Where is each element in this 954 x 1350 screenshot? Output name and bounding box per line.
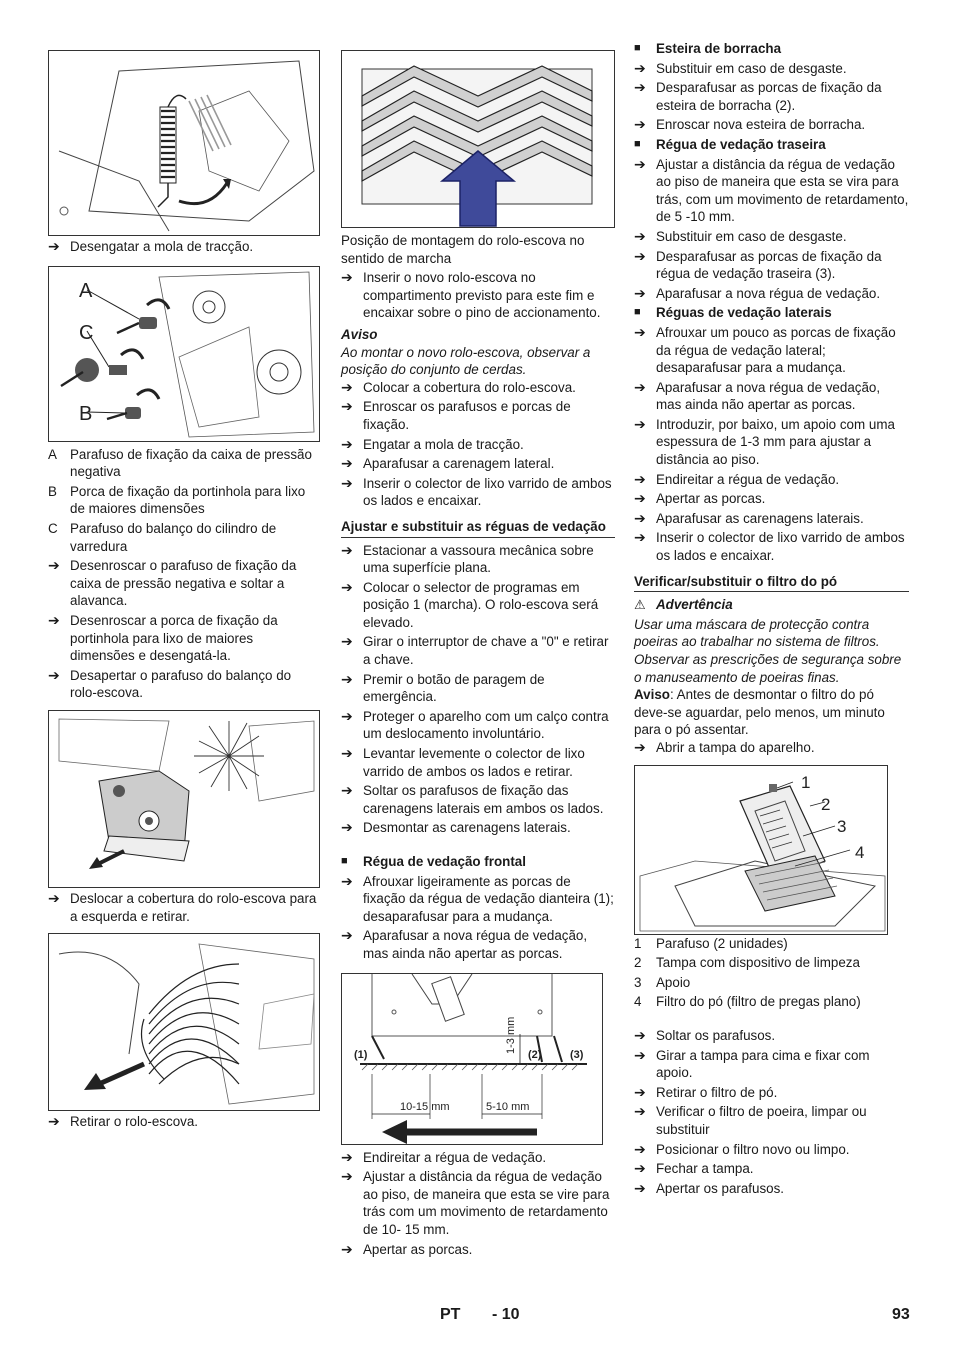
step-item: ➔ Fechar a tampa.	[634, 1160, 754, 1177]
arrow-right-icon: ➔	[48, 611, 60, 628]
arrow-right-icon: ➔	[634, 1026, 646, 1043]
arrow-right-icon: ➔	[634, 470, 646, 487]
step-item: ➔ Desmontar as carenagens laterais.	[341, 819, 571, 836]
label-4: 4	[855, 842, 865, 862]
arrow-right-icon: ➔	[634, 116, 646, 133]
arrow-right-icon: ➔	[341, 578, 353, 595]
arrow-right-icon: ➔	[634, 59, 646, 76]
column-middle	[341, 40, 615, 1260]
arrow-right-icon: ➔	[341, 633, 353, 650]
step-item: ➔ Apertar os parafusos.	[634, 1179, 785, 1196]
warning-heading: ⚠ Advertência	[634, 597, 733, 613]
figure-caption: Posição de montagem do rolo-escova no sentido de marcha	[341, 233, 585, 266]
step-item: ➔ Endireitar a régua de vedação.	[341, 1148, 547, 1165]
arrow-right-icon: ➔	[341, 378, 353, 395]
arrow-right-icon: ➔	[634, 415, 646, 432]
arrow-right-icon: ➔	[634, 490, 646, 507]
footer-language: PT	[440, 1306, 461, 1323]
step-item: ➔ Engatar a mola de tracção.	[341, 435, 524, 452]
step-item: ➔ Desapertar o parafuso do balanço do rolo-escova.	[48, 666, 292, 701]
arrow-right-icon: ➔	[48, 238, 60, 254]
step-item: ➔ Substituir em caso de desgaste.	[634, 59, 847, 76]
arrow-right-icon: ➔	[634, 227, 646, 244]
figure-filter	[634, 765, 888, 935]
arrow-right-icon: ➔	[341, 541, 353, 558]
subsection-rubber: ■ Esteira de borracha	[634, 41, 782, 56]
arrow-right-icon: ➔	[634, 529, 646, 546]
square-bullet-icon: ■	[634, 137, 641, 150]
step-open-lid: ➔ Abrir a tampa do aparelho.	[634, 738, 815, 755]
figure-seal-gap	[341, 973, 603, 1145]
footer-page-number: 93	[892, 1306, 910, 1323]
arrow-right-icon: ➔	[341, 1148, 353, 1165]
step-item: ➔ Levantar levemente o colector de lixo varrido de ambos os lados e retirar.	[341, 745, 585, 779]
arrow-right-icon: ➔	[48, 666, 60, 683]
step-item: ➔ Inserir o colector de lixo varrido de ambos os lados e encaixar.	[634, 529, 905, 564]
step-item: ➔ Colocar a cobertura do rolo-escova.	[341, 378, 576, 395]
arrow-right-icon: ➔	[341, 782, 353, 799]
step-item: ➔ Proteger o aparelho com um calço contra um deslocamento involuntário.	[341, 707, 609, 742]
label-1: 1	[801, 772, 811, 792]
arrow-right-icon: ➔	[341, 455, 353, 472]
step-insert: ➔ Inserir o novo rolo-escova no compartimento previsto para este fim e encaixar sobre o pino de accionamento.	[341, 269, 601, 321]
step-item: ➔ Ajustar a distância da régua de vedação ao piso, de maneira que esta se vire para trás com um movimento de retardamento de 10- 15 mm.	[341, 1168, 610, 1237]
label-2: (2)	[528, 1048, 542, 1061]
step-item: ➔ Introduzir, por baixo, um apoio com uma espessura de 1-3 mm para ajustar a distância ao piso.	[634, 415, 895, 468]
step-item: ➔ Desparafusar as porcas de fixação da esteira de borracha (2).	[634, 79, 882, 113]
step-item: ➔ Aparafusar a carenagem lateral.	[341, 455, 555, 472]
subsection-rear: ■ Régua de vedação traseira	[634, 136, 826, 152]
step-item: ➔ Desenroscar a porca de fixação da portinhola para lixo de maiores dimensões e desengatá-la.	[48, 611, 278, 664]
step-item: ➔ Substituir em caso de desgaste.	[634, 227, 847, 244]
step-item: ➔ Aparafusar a nova régua de vedação, mas ainda não apertar as porcas.	[634, 378, 881, 413]
label-c: C	[79, 321, 94, 344]
step-item: ➔ Retirar o filtro de pó.	[634, 1083, 778, 1100]
step-item: ➔ Inserir o colector de lixo varrido de ambos os lados e encaixar.	[341, 474, 612, 509]
arrow-right-icon: ➔	[634, 509, 646, 526]
arrow-right-icon: ➔	[48, 557, 60, 574]
step-item: ➔ Desparafusar as porcas de fixação da régua de vedação traseira (3).	[634, 247, 882, 282]
step-item: ➔ Girar o interruptor de chave a "0" e retirar a chave.	[341, 633, 609, 668]
warning-text: Usar uma máscara de protecção contra poeiras ao trabalhar no sistema de filtros. Observar as prescrições de segurança sobre o manuseamento de poeiras finas.	[634, 616, 902, 685]
step-item: ➔ Posicionar o filtro novo ou limpo.	[634, 1140, 850, 1157]
figure-brush-position	[341, 50, 615, 228]
step-item: ➔ Estacionar a vassoura mecânica sobre uma superfície plana.	[341, 541, 594, 576]
notice-text: Ao montar o novo rolo-escova, observar a posição do conjunto de cerdas.	[341, 344, 591, 378]
label-3: 3	[837, 816, 847, 836]
label-gap-vertical: 1-3 mm	[505, 1016, 517, 1054]
spring-illustration	[49, 51, 319, 235]
figure-screws	[48, 266, 320, 442]
step-item: ➔ Apertar as porcas.	[634, 490, 766, 507]
label-b: B	[79, 402, 93, 425]
subsection-front: ■ Régua de vedação frontal	[341, 854, 526, 869]
arrow-right-icon: ➔	[341, 745, 353, 762]
arrow-right-icon: ➔	[634, 1179, 646, 1196]
step-item: ➔ Desenroscar o parafuso de fixação da caixa de pressão negativa e soltar a alavanca.	[48, 557, 297, 609]
arrow-right-icon: ➔	[634, 1083, 646, 1100]
step-item: ➔ Aparafusar a nova régua de vedação.	[634, 284, 881, 301]
step-item: ➔ Aparafusar as carenagens laterais.	[634, 509, 864, 526]
step-item: ➔ Soltar os parafusos de fixação das carenagens laterais em ambos os lados.	[341, 782, 604, 816]
arrow-right-icon: ➔	[341, 1240, 353, 1257]
seal-gap-illustration	[342, 974, 602, 1144]
square-bullet-icon: ■	[634, 306, 641, 319]
arrow-right-icon: ➔	[341, 269, 353, 286]
section-heading: Ajustar e substituir as réguas de vedação	[341, 518, 615, 538]
remove-brush-illustration	[49, 934, 319, 1110]
subsection-lateral: ■ Réguas de vedação laterais	[634, 305, 832, 321]
arrow-right-icon: ➔	[634, 247, 646, 264]
figure-spring	[48, 50, 320, 236]
warning-triangle-icon: ⚠	[634, 597, 646, 613]
label-gap-rear: 5-10 mm	[486, 1100, 530, 1113]
legend-item: 3 Apoio	[634, 974, 691, 990]
legend-item: C Parafuso do balanço do cilindro de varredura	[48, 520, 277, 554]
arrow-right-icon: ➔	[634, 1160, 646, 1177]
footer-page-local: - 10	[492, 1306, 520, 1323]
arrow-right-icon: ➔	[341, 670, 353, 687]
arrow-right-icon: ➔	[634, 1103, 646, 1120]
arrow-right-icon: ➔	[634, 79, 646, 96]
arrow-right-icon: ➔	[634, 738, 646, 755]
arrow-right-icon: ➔	[48, 889, 60, 906]
step-item: ➔ Enroscar os parafusos e porcas de fixação.	[341, 398, 571, 432]
arrow-right-icon: ➔	[634, 1046, 646, 1063]
step-item: ➔ Apertar as porcas.	[341, 1240, 473, 1257]
legend-item: 1 Parafuso (2 unidades)	[634, 935, 788, 951]
arrow-right-icon: ➔	[341, 872, 353, 889]
arrow-right-icon: ➔	[634, 323, 646, 340]
label-a: A	[79, 279, 93, 302]
arrow-right-icon: ➔	[341, 819, 353, 836]
label-3: (3)	[570, 1048, 584, 1061]
arrow-right-icon: ➔	[634, 378, 646, 395]
legend-item: A Parafuso de fixação da caixa de pressão negativa	[48, 446, 312, 480]
step-disengage-spring: ➔ Desengatar a mola de tracção.	[48, 238, 254, 254]
legend-item: 4 Filtro do pó (filtro de pregas plano)	[634, 994, 861, 1010]
label-2: 2	[821, 794, 831, 814]
label-1: (1)	[354, 1048, 368, 1061]
arrow-right-icon: ➔	[341, 435, 353, 452]
arrow-right-icon: ➔	[48, 1113, 60, 1130]
column-right	[634, 40, 909, 1199]
figure-remove-brush	[48, 933, 320, 1111]
screws-illustration	[49, 267, 319, 441]
legend-item: 2 Tampa com dispositivo de limpeza	[634, 955, 860, 971]
notice-title: Aviso	[341, 326, 378, 342]
legend-screws	[48, 446, 320, 556]
arrow-right-icon: ➔	[634, 284, 646, 301]
step-cover: ➔ Deslocar a cobertura do rolo-escova para a esquerda e retirar.	[48, 889, 317, 924]
step-item: ➔ Aparafusar a nova régua de vedação, mas ainda não apertar as porcas.	[341, 927, 588, 961]
brush-position-illustration	[342, 51, 614, 227]
section-heading-filter: Verificar/substituir o filtro do pó	[634, 573, 909, 593]
step-item: ➔ Premir o botão de paragem de emergência.	[341, 670, 545, 705]
step-item: ➔ Endireitar a régua de vedação.	[634, 470, 840, 487]
filter-notice: Aviso: Antes de desmontar o filtro do pó deve-se aguardar, pelo menos, um minuto para o pó assentar.	[634, 687, 885, 738]
step-item: ➔ Verificar o filtro de poeira, limpar ou substituir	[634, 1103, 867, 1137]
step-item: ➔ Ajustar a distância da régua de vedação ao piso de maneira que esta se vira para trás, com um movimento de retardamento, de 5 -10 mm.	[634, 155, 909, 225]
step-item: ➔ Enroscar nova esteira de borracha.	[634, 116, 866, 133]
filter-illustration	[635, 766, 887, 934]
square-bullet-icon: ■	[341, 855, 348, 867]
arrow-right-icon: ➔	[341, 1168, 353, 1185]
arrow-right-icon: ➔	[634, 155, 646, 172]
step-item: ➔ Afrouxar um pouco as porcas de fixação da régua de vedação lateral; desaparafusar para a mudança.	[634, 323, 896, 376]
arrow-right-icon: ➔	[341, 474, 353, 491]
arrow-right-icon: ➔	[634, 1140, 646, 1157]
arrow-right-icon: ➔	[341, 707, 353, 724]
brush-cover-illustration	[49, 711, 319, 887]
step-item: ➔ Girar a tampa para cima e fixar com apoio.	[634, 1046, 870, 1081]
step-item: ➔ Soltar os parafusos.	[634, 1026, 776, 1043]
arrow-right-icon: ➔	[341, 398, 353, 415]
figure-brush-cover	[48, 710, 320, 888]
step-remove-brush: ➔ Retirar o rolo-escova.	[48, 1113, 199, 1130]
legend-item: B Porca de fixação da portinhola para lixo de maiores dimensões	[48, 483, 306, 517]
step-item: ➔ Afrouxar ligeiramente as porcas de fixação da régua de vedação dianteira (1); desaparafusar para a mudança.	[341, 872, 614, 924]
label-gap-front: 10-15 mm	[400, 1100, 450, 1113]
arrow-right-icon: ➔	[341, 927, 353, 944]
column-left	[48, 40, 320, 1133]
square-bullet-icon: ■	[634, 42, 641, 54]
step-item: ➔ Colocar o selector de programas em posição 1 (marcha). O rolo-escova será elevado.	[341, 578, 599, 630]
legend-filter	[634, 935, 909, 1011]
